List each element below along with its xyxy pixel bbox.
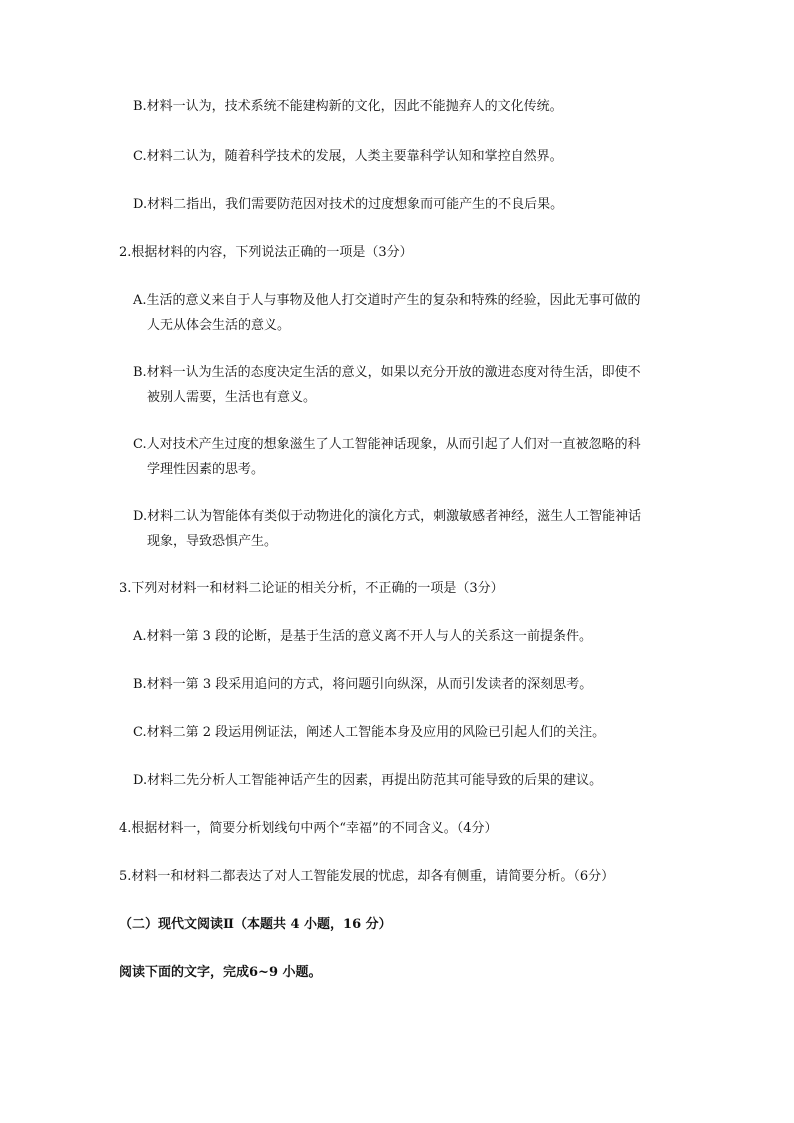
q3-option-a: A.材料一第 3 段的论断，是基于生活的意义离不开人与人的关系这一前提条件。 xyxy=(133,629,593,644)
q2-stem: 2.根据材料的内容，下列说法正确的一项是（3分） xyxy=(119,245,413,260)
q2-option-d-line1: D.材料二认为智能体有类似于动物进化的演化方式，刺激敏感者神经，滋生人工智能神话 xyxy=(133,509,642,524)
q1-option-d: D.材料二指出，我们需要防范因对技术的过度想象而可能产生的不良后果。 xyxy=(133,197,564,212)
q2-option-b-line1: B.材料一认为生活的态度决定生活的意义，如果以充分开放的激进态度对待生活，即使不 xyxy=(133,365,641,380)
q5-stem: 5.材料一和材料二都表达了对人工智能发展的忧虑，却各有侧重，请简要分析。（6分） xyxy=(119,869,615,884)
q2-option-a-line2: 人无从体会生活的意义。 xyxy=(147,318,291,333)
section-instruction: 阅读下面的文字，完成6~9 小题。 xyxy=(119,965,322,980)
q2-option-c-line1: C.人对技术产生过度的想象滋生了人工智能神话现象，从而引起了人们对一直被忽略的科 xyxy=(133,437,641,452)
q2-option-c-line2: 学理性因素的思考。 xyxy=(147,462,265,477)
q3-stem: 3.下列对材料一和材料二论证的相关分析，不正确的一项是（3分） xyxy=(119,581,504,596)
q3-option-c: C.材料二第 2 段运用例证法，阐述人工智能本身及应用的风险已引起人们的关注。 xyxy=(133,725,606,740)
q4-stem: 4.根据材料一，简要分析划线句中两个“幸福”的不同含义。（4分） xyxy=(119,821,498,836)
q2-option-a-line1: A.生活的意义来自于人与事物及他人打交道时产生的复杂和特殊的经验，因此无事可做的 xyxy=(133,293,641,308)
q1-option-c: C.材料二认为，随着科学技术的发展，人类主要靠科学认知和掌控自然界。 xyxy=(133,149,563,164)
q1-option-b: B.材料一认为，技术系统不能建构新的文化，因此不能抛弃人的文化传统。 xyxy=(133,99,563,114)
q2-option-d-line2: 现象，导致恐惧产生。 xyxy=(147,534,278,549)
section-heading: （二）现代文阅读Ⅱ（本题共 4 小题，16 分） xyxy=(119,917,392,932)
q2-option-b-line2: 被别人需要，生活也有意义。 xyxy=(147,390,317,405)
q3-option-b: B.材料一第 3 段采用追问的方式，将问题引向纵深，从而引发读者的深刻思考。 xyxy=(133,677,593,692)
q3-option-d: D.材料二先分析人工智能神话产生的因素，再提出防范其可能导致的后果的建议。 xyxy=(133,773,603,788)
